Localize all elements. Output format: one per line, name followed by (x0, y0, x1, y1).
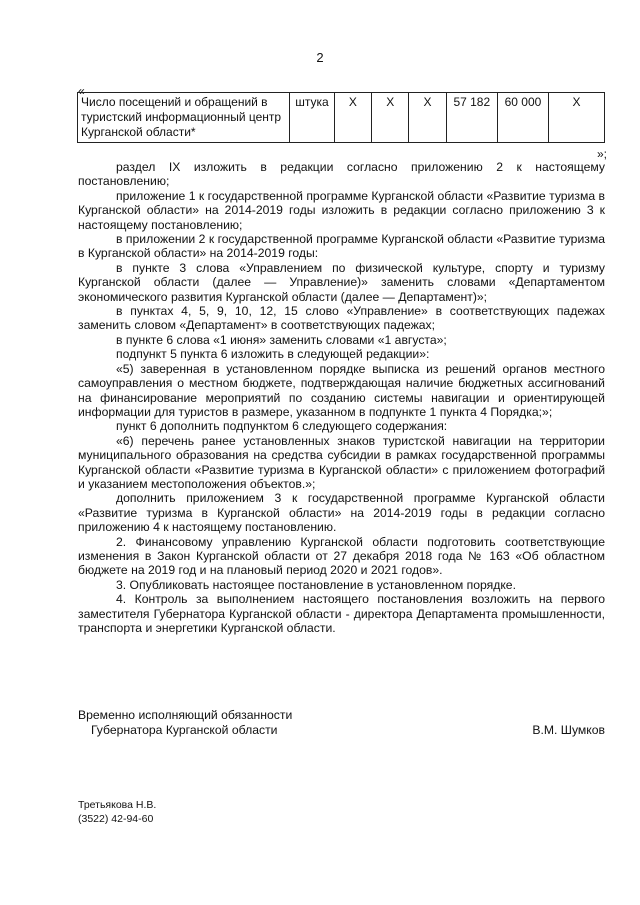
paragraph: «5) заверенная в установленном порядке выписка из решений органов местного самоуправления о местном бюджете, подтверждающая наличие бюджетных ассигнований на финансирование мероприятий по созданию системы навигации и ориентирующей информации для туристов в размере, указанном в подпункте 1 пункта 4 Порядка;»; (78, 361, 605, 419)
paragraph: в приложении 2 к государственной программе Курганской области «Развитие туризма в Курганской области» на 2014-2019 годы: (78, 232, 605, 261)
value-cell-1: Х (334, 93, 371, 143)
signatory-title-line1: Временно исполняющий обязанности (78, 708, 293, 722)
paragraph: 3. Опубликовать настоящее постановление в установленном порядке. (116, 577, 516, 592)
paragraph: пункт 6 дополнить подпунктом 6 следующего содержания: (116, 419, 448, 434)
executor-phone: (3522) 42-94-60 (78, 813, 154, 825)
paragraph: в пунктах 4, 5, 9, 10, 12, 15 слово «Управление» в соответствующих падежах заменить словом «Департамент» в соответствующих падежах; (78, 304, 605, 333)
value-cell-2: Х (372, 93, 409, 143)
quote-close: »; (596, 147, 607, 161)
paragraph: приложение 1 к государственной программе Курганской области «Развитие туризма в Курганской области» на 2014-2019 годы изложить в редакции согласно приложению 3 к настоящему постановлению; (78, 188, 605, 232)
document-body (78, 160, 605, 635)
page-number: 2 (316, 50, 324, 65)
paragraph: в пункте 3 слова «Управлением по физической культуре, спорту и туризму Курганской области (далее — Управление)» заменить словами «Департаментом экономического развития Курганской области (далее — Департамент)»; (78, 260, 605, 304)
indicator-name-cell: Число посещений и обращений в туристский информационный центр Курганской области* (78, 93, 290, 143)
unit-cell: штука (290, 93, 335, 143)
paragraph: подпункт 5 пункта 6 изложить в следующей редакции»: (116, 347, 430, 362)
executor-name: Третьякова Н.В. (78, 799, 157, 811)
signatory-title-line2: Губернатора Курганской области (91, 723, 278, 737)
signatory-name: В.М. Шумков (532, 723, 605, 737)
paragraph: раздел IX изложить в редакции согласно приложению 2 к настоящему постановлению; (78, 160, 605, 189)
indicator-table (77, 92, 605, 143)
table-row (78, 93, 605, 143)
paragraph: дополнить приложением 3 к государственной программе Курганской области «Развитие туризма в Курганской области» на 2014-2019 годы в редакции согласно приложению 4 к настоящему постановлению. (78, 491, 605, 535)
paragraph: в пункте 6 слова «1 июня» заменить словами «1 августа»; (116, 332, 447, 347)
paragraph: «6) перечень ранее установленных знаков туристской навигации на территории муниципального образования на средства субсидии в рамках государственной программы Курганской области «Развитие туризма в Курганской области» с приложением фотографий и указанием местоположения объектов.»; (78, 433, 605, 491)
value-cell-4: 57 182 (446, 93, 497, 143)
value-cell-3: Х (409, 93, 446, 143)
value-cell-6: Х (549, 93, 605, 143)
signature-block (78, 708, 605, 738)
executor-info (78, 798, 156, 826)
paragraph: 4. Контроль за выполнением настоящего постановления возложить на первого заместителя Губернатора Курганской области - директора Департамента промышленности, транспорта и энергетики Курганской области. (78, 592, 605, 635)
quote-open: « (78, 84, 85, 98)
paragraph: 2. Финансовому управлению Курганской области подготовить соответствующие изменения в Закон Курганской области от 27 декабря 2018 года № 163 «Об областном бюджете на 2019 год и на плановый период 2020 и 2021 годов». (78, 534, 605, 578)
value-cell-5: 60 000 (497, 93, 548, 143)
